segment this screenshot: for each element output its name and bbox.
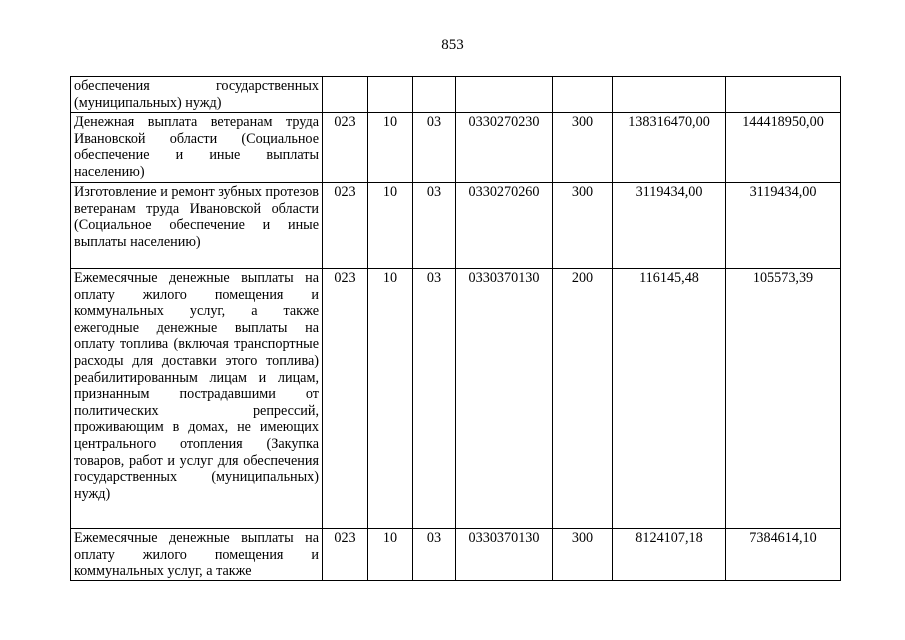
target-article-code: 0330270260: [456, 183, 553, 269]
target-article-code: 0330370130: [456, 269, 553, 529]
row-description: Изготовление и ремонт зубных протезов ветеранам труда Ивановской области (Социальное обеспечение и иные выплаты населению): [71, 183, 323, 269]
row-description: Ежемесячные денежные выплаты на оплату жилого помещения и коммунальных услуг, а также ежегодные денежные выплаты на оплату топлива (включая транспортные расходы для доставки этого топлива) реабилитированным лицам и лицам, признанным пострадавшими от политических репрессий, проживающим в домах, не имеющих центрального отопления (Закупка товаров, работ и услуг для обеспечения государственных (муниципальных) нужд): [71, 269, 323, 529]
expense-type-code: [553, 77, 613, 113]
expense-type-code: 300: [553, 529, 613, 581]
amount-year-2: 105573,39: [726, 269, 841, 529]
expense-type-code: 300: [553, 183, 613, 269]
row-description: Ежемесячные денежные выплаты на оплату жилого помещения и коммунальных услуг, а также: [71, 529, 323, 581]
subsection-code: [413, 77, 456, 113]
table-row: [71, 269, 841, 529]
target-article-code: 0330270230: [456, 113, 553, 183]
table-row: [71, 77, 841, 113]
amount-year-1: [613, 77, 726, 113]
page-number: 853: [441, 37, 464, 53]
amount-year-2: 3119434,00: [726, 183, 841, 269]
amount-year-1: 3119434,00: [613, 183, 726, 269]
ministry-code: 023: [323, 183, 368, 269]
section-code: 10: [368, 529, 413, 581]
row-description: Денежная выплата ветеранам труда Ивановской области (Социальное обеспечение и иные выплаты населению): [71, 113, 323, 183]
amount-year-1: 138316470,00: [613, 113, 726, 183]
subsection-code: 03: [413, 113, 456, 183]
subsection-code: 03: [413, 183, 456, 269]
section-code: 10: [368, 269, 413, 529]
subsection-code: 03: [413, 529, 456, 581]
section-code: 10: [368, 183, 413, 269]
section-code: 10: [368, 113, 413, 183]
amount-year-2: [726, 77, 841, 113]
section-code: [368, 77, 413, 113]
table-row: [71, 113, 841, 183]
amount-year-1: 116145,48: [613, 269, 726, 529]
subsection-code: 03: [413, 269, 456, 529]
ministry-code: 023: [323, 529, 368, 581]
expense-type-code: 300: [553, 113, 613, 183]
budget-table: [70, 76, 841, 581]
amount-year-2: 7384614,10: [726, 529, 841, 581]
ministry-code: 023: [323, 269, 368, 529]
table-row: [71, 183, 841, 269]
expense-type-code: 200: [553, 269, 613, 529]
row-description: обеспечения государственных (муниципальных) нужд): [71, 77, 323, 113]
table-row: [71, 529, 841, 581]
ministry-code: [323, 77, 368, 113]
target-article-code: [456, 77, 553, 113]
ministry-code: 023: [323, 113, 368, 183]
amount-year-1: 8124107,18: [613, 529, 726, 581]
target-article-code: 0330370130: [456, 529, 553, 581]
amount-year-2: 144418950,00: [726, 113, 841, 183]
